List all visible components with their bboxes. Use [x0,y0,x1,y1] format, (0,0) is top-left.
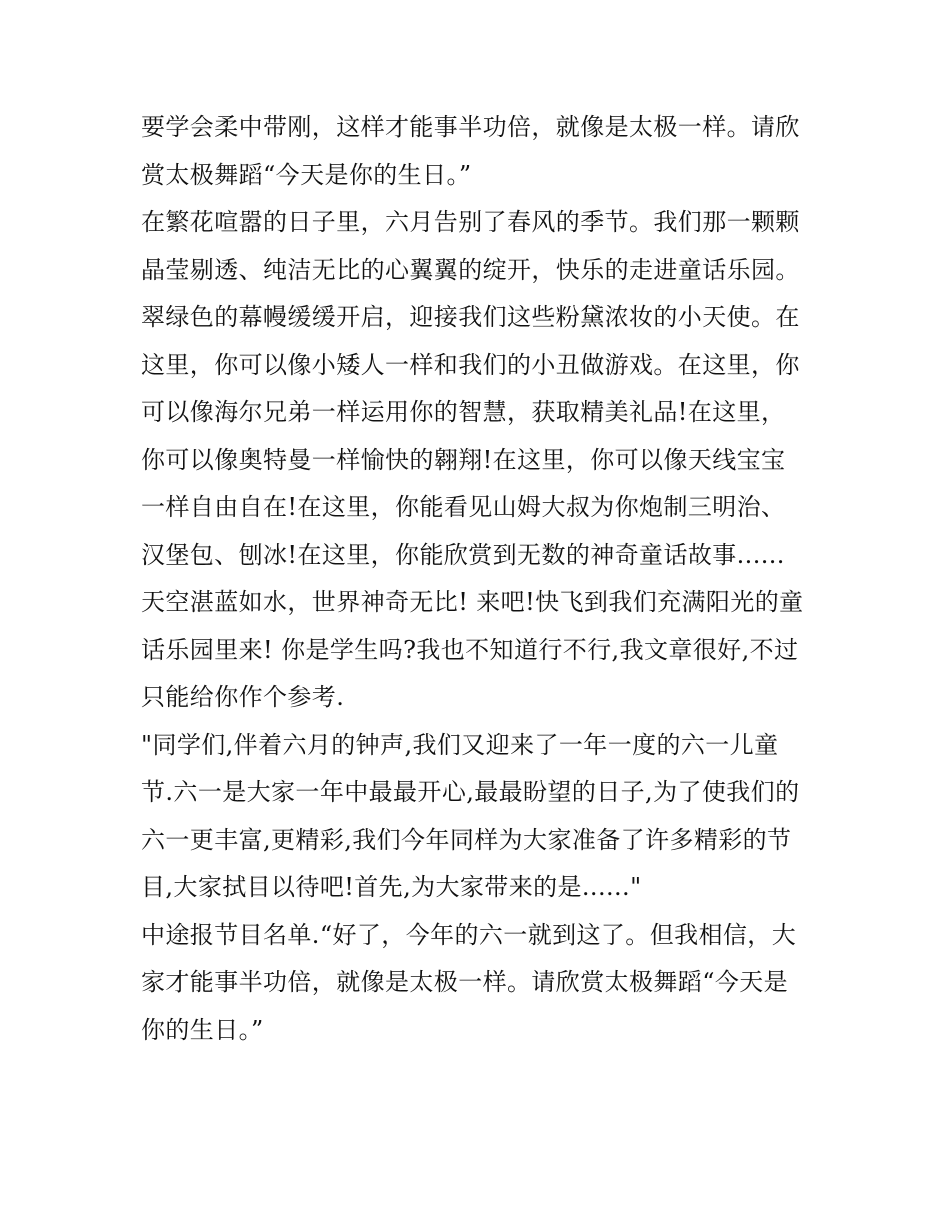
text-line: 这里，你可以像小矮人一样和我们的小丑做游戏。在这里，你 [141,350,800,379]
text-line: 翠绿色的幕幔缓缓开启，迎接我们这些粉黛浓妆的小天使。在 [141,303,800,331]
text-line: 要学会柔中带刚，这样才能事半功倍，就像是太极一样。请欣 [141,113,800,141]
text-line: 你可以像奥特曼一样愉快的翱翔!在这里，你可以像天线宝宝 [141,445,786,474]
text-line: 你的生日。” [141,1015,264,1044]
text-line: 晶莹剔透、纯洁无比的心翼翼的绽开，快乐的走进童话乐园。 [141,255,800,284]
text-line: 天空湛蓝如水，世界神奇无比! 来吧!快飞到我们充满阳光的童 [141,588,804,616]
text-line: 在繁花喧嚣的日子里，六月告别了春风的季节。我们那一颗颗 [141,208,800,236]
text-line: 家才能事半功倍，就像是太极一样。请欣赏太极舞蹈“今天是 [141,968,789,996]
text-line: 一样自由自在!在这里，你能看见山姆大叔为你炮制三明治、 [141,493,786,521]
text-line: 中途报节目名单.“好了，今年的六一就到这了。但我相信，大 [141,920,797,949]
text-line: 节.六一是大家一年中最最开心,最最盼望的日子,为了使我们的 [141,778,800,806]
text-line: 可以像海尔兄弟一样运用你的智慧，获取精美礼品!在这里， [141,398,786,426]
text-line: 六一更丰富,更精彩,我们今年同样为大家准备了许多精彩的节 [141,825,792,854]
text-line: 目,大家拭目以待吧!首先,为大家带来的是......" [141,873,642,901]
text-line: 话乐园里来! 你是学生吗?我也不知道行不行,我文章很好,不过 [141,635,799,664]
document-body-text [141,104,821,1054]
text-line: 赏太极舞蹈“今天是你的生日。” [141,160,472,189]
text-line: "同学们,伴着六月的钟声,我们又迎来了一年一度的六一儿童 [141,730,779,759]
text-line: 汉堡包、刨冰!在这里，你能欣赏到无数的神奇童话故事...... [141,540,785,569]
text-line: 只能给你作个参考. [141,683,345,711]
